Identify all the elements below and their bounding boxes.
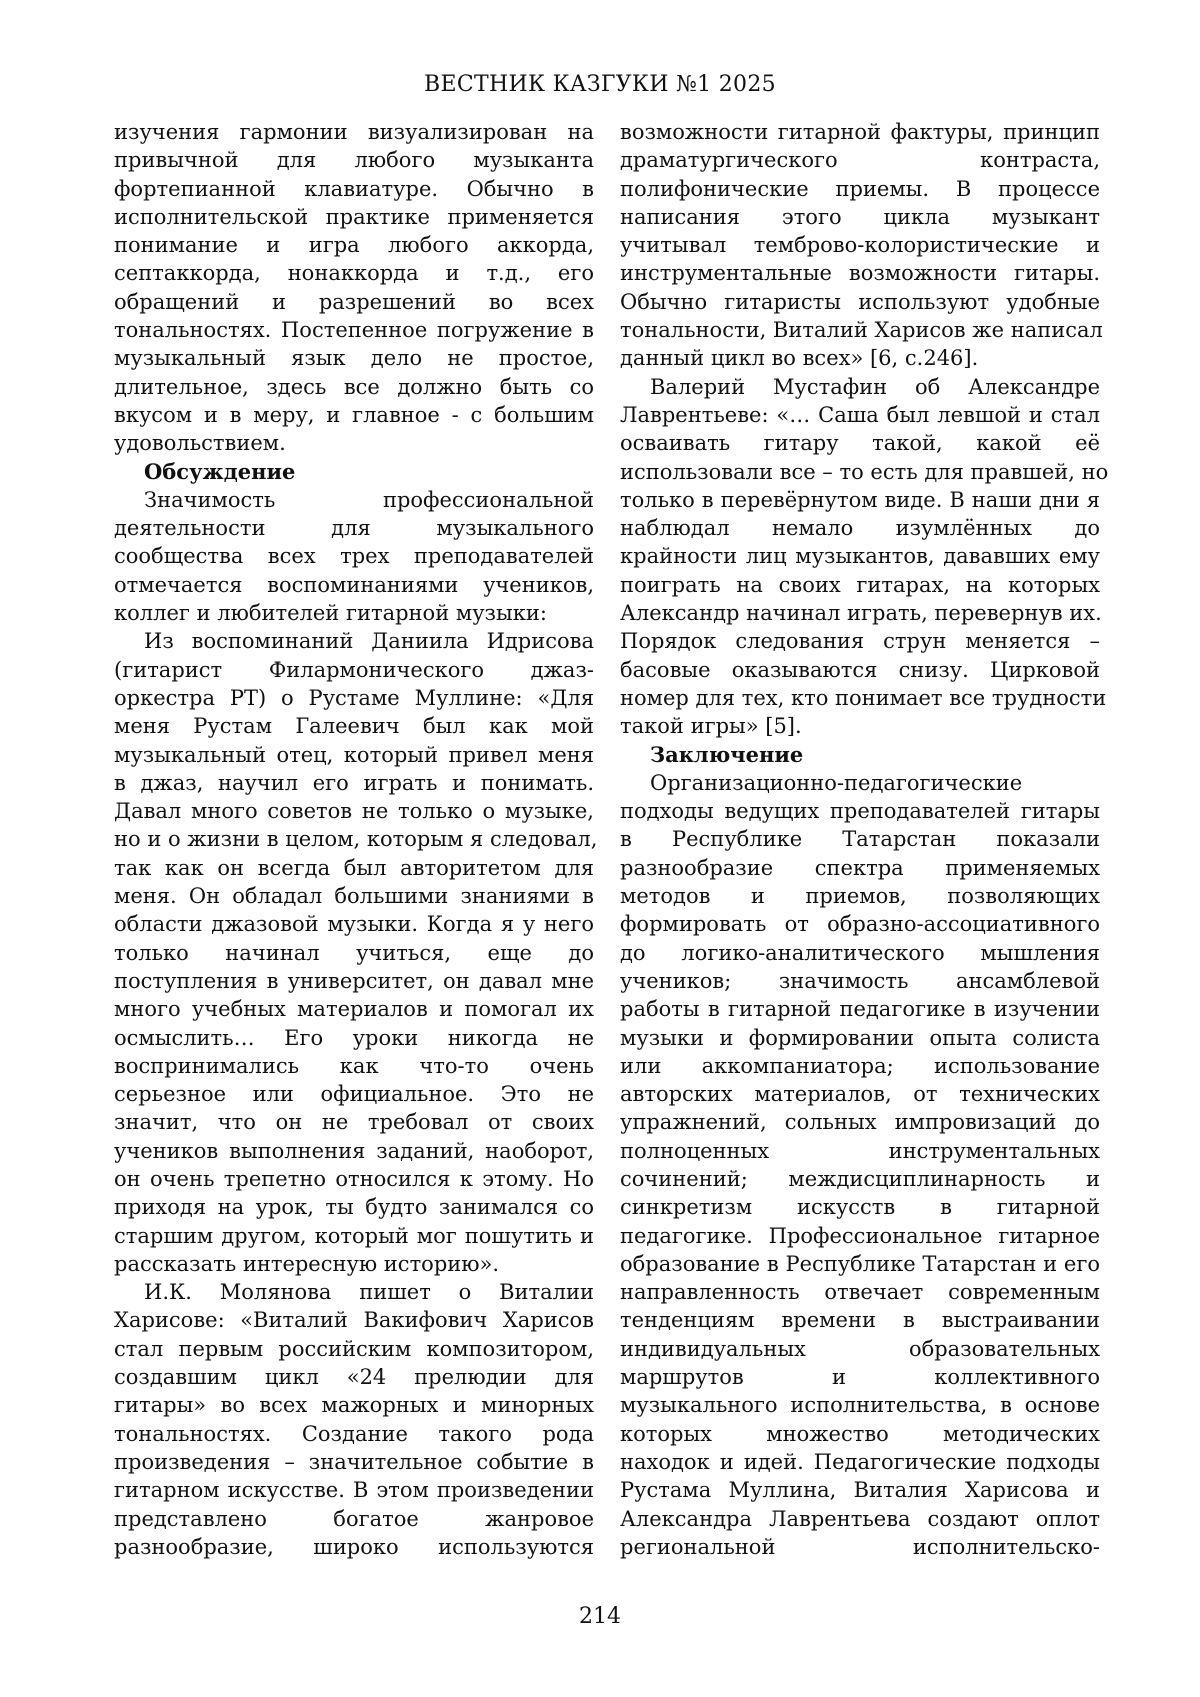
- text-line: тональностях. Постепенное погружение в: [114, 318, 594, 343]
- section-heading-discussion: Обсуждение: [144, 458, 296, 484]
- text-line: только в перевёрнутом виде. В наши дни я: [620, 487, 1100, 512]
- text-line: Рустама Муллина, Виталия Харисова и: [620, 1478, 1100, 1503]
- text-line: тенденциям времени в выстраивании: [620, 1308, 1100, 1333]
- text-line: музыки и формировании опыта солиста: [620, 1025, 1100, 1050]
- text-line: деятельности для музыкального: [114, 516, 594, 541]
- text-line: но и о жизни в целом, которым я следовал,: [114, 827, 598, 852]
- text-line: музыкального исполнительства, в основе: [620, 1393, 1100, 1418]
- text-line: подходы ведущих преподавателей гитары: [620, 799, 1100, 824]
- text-line: музыкальный отец, который привел меня: [114, 742, 594, 767]
- text-line: (гитарист Филармонического джаз-: [114, 657, 594, 682]
- text-line: Давал много советов не только о музыке,: [114, 799, 594, 824]
- text-line: находок и идей. Педагогические подходы: [620, 1449, 1100, 1474]
- text-line: методов и приемов, позволяющих: [620, 884, 1100, 909]
- text-line: вкусом и в меру, и главное - с большим: [114, 402, 594, 427]
- text-line: номер для тех, кто понимает все трудности: [620, 685, 1107, 710]
- text-line: синкретизм искусств в гитарной: [620, 1195, 1100, 1220]
- text-line: Организационно-педагогические: [650, 770, 1023, 795]
- section-heading-conclusion: Заключение: [650, 741, 804, 767]
- text-line: Александра Лаврентьева создают оплот: [620, 1506, 1100, 1531]
- text-line: много учебных материалов и помогал их: [114, 997, 594, 1022]
- text-line: он очень трепетно относился к этому. Но: [114, 1166, 594, 1191]
- text-line: упражнений, сольных импровизаций до: [620, 1110, 1100, 1135]
- text-line: данный цикл во всех» [6, с.246].: [620, 346, 979, 371]
- text-line: учитывал темброво-колористические и: [620, 233, 1100, 258]
- text-line: драматургического контраста,: [620, 148, 1100, 173]
- text-line: отмечается воспоминаниями учеников,: [114, 572, 594, 597]
- text-line: музыкальный язык дело не простое,: [114, 346, 594, 371]
- text-line: обращений и разрешений во всех: [114, 289, 594, 314]
- text-line: использовали все – то есть для правшей, но: [620, 459, 1109, 484]
- text-line: авторских материалов, от технических: [620, 1082, 1100, 1107]
- text-line: полноценных инструментальных: [620, 1138, 1100, 1163]
- text-line: инструментальные возможности гитары.: [620, 261, 1100, 286]
- text-line: которых множество методических: [620, 1421, 1100, 1446]
- text-line: меня Рустам Галеевич был как мой: [114, 714, 594, 739]
- page-number: 214: [579, 1604, 621, 1629]
- text-line: Порядок следования струн меняется –: [620, 629, 1100, 654]
- text-line: септаккорда, нонаккорда и т.д., его: [114, 261, 594, 286]
- text-line: в джаз, научил его играть и понимать.: [114, 770, 594, 795]
- text-line: такой игры» [5].: [620, 714, 802, 739]
- left-column: [114, 118, 598, 1561]
- text-line: Значимость профессиональной: [144, 487, 594, 512]
- text-line: длительное, здесь все должно быть со: [114, 374, 594, 399]
- text-line: Харисове: «Виталий Вакифович Харисов: [114, 1308, 594, 1333]
- text-line: формировать от образно-ассоциативного: [620, 912, 1100, 937]
- text-line: разнообразие, широко используются: [114, 1534, 594, 1559]
- text-line: написания этого цикла музыкант: [620, 204, 1100, 229]
- text-line: гитары» во всех мажорных и минорных: [114, 1393, 594, 1418]
- text-line: учеников выполнения заданий, наоборот,: [114, 1138, 594, 1163]
- text-line: возможности гитарной фактуры, принцип: [620, 120, 1100, 144]
- text-line: разнообразие спектра применяемых: [620, 855, 1100, 880]
- text-line: Валерий Мустафин об Александре: [650, 374, 1100, 399]
- text-line: гитарном искусстве. В этом произведении: [114, 1478, 594, 1503]
- text-line: индивидуальных образовательных: [620, 1336, 1100, 1361]
- text-line: поступления в университет, он давал мне: [114, 968, 594, 993]
- text-line: Обычно гитаристы используют удобные: [620, 289, 1100, 314]
- text-line: значит, что он не требовал от своих: [114, 1110, 594, 1135]
- text-line: приходя на урок, ты будто занимался со: [114, 1195, 594, 1220]
- text-line: так как он всегда был авторитетом для: [114, 855, 594, 880]
- text-line: региональной исполнительско-: [620, 1534, 1100, 1559]
- text-line: рассказать интересную историю».: [114, 1251, 500, 1276]
- text-line: басовые оказываются снизу. Цирковой: [620, 657, 1100, 682]
- text-line: наблюдал немало изумлённых до: [620, 516, 1100, 541]
- text-line: до логико-аналитического мышления: [620, 940, 1100, 965]
- text-line: Лаврентьеве: «… Саша был левшой и стал: [620, 402, 1100, 427]
- text-line: привычной для любого музыканта: [114, 148, 594, 173]
- journal-header: ВЕСТНИК КАЗГУКИ №1 2025: [424, 72, 776, 97]
- text-line: понимание и игра любого аккорда,: [114, 233, 594, 258]
- text-line: педагогике. Профессиональное гитарное: [620, 1223, 1100, 1248]
- text-line: в Республике Татарстан показали: [620, 827, 1100, 852]
- text-line: старшим другом, который мог пошутить и: [114, 1223, 594, 1248]
- text-line: сочинений; междисциплинарность и: [620, 1166, 1100, 1191]
- text-line: коллег и любителей гитарной музыки:: [114, 601, 547, 626]
- text-line: образование в Республике Татарстан и его: [620, 1251, 1100, 1276]
- text-line: изучения гармонии визуализирован на: [114, 120, 594, 144]
- text-line: осваивать гитару такой, какой её: [620, 431, 1100, 456]
- text-line: создавшим цикл «24 прелюдии для: [114, 1365, 594, 1390]
- text-line: стал первым российским композитором,: [114, 1336, 594, 1361]
- text-line: тональностях. Создание такого рода: [114, 1421, 594, 1446]
- text-line: меня. Он обладал большими знаниями в: [114, 884, 594, 909]
- right-column: [620, 118, 1109, 1561]
- text-line: Из воспоминаний Даниила Идрисова: [144, 629, 594, 654]
- text-line: направленность отвечает современным: [620, 1280, 1100, 1305]
- text-line: исполнительской практике применяется: [114, 204, 594, 229]
- text-line: крайности лиц музыкантов, дававших ему: [620, 544, 1100, 569]
- text-line: поиграть на своих гитарах, на которых: [620, 572, 1100, 597]
- text-line: Александр начинал играть, перевернув их.: [620, 601, 1102, 626]
- text-line: сообщества всех трех преподавателей: [114, 544, 594, 569]
- text-line: осмыслить… Его уроки никогда не: [114, 1025, 594, 1050]
- text-line: произведения – значительное событие в: [114, 1449, 594, 1474]
- text-line: серьезное или официальное. Это не: [114, 1082, 594, 1107]
- text-line: только начинал учиться, еще до: [114, 940, 594, 965]
- text-line: фортепианной клавиатуре. Обычно в: [114, 176, 594, 201]
- text-line: области джазовой музыки. Когда я у него: [114, 912, 594, 937]
- text-line: оркестра РТ) о Рустаме Муллине: «Для: [114, 685, 594, 710]
- text-line: удовольствием.: [114, 431, 286, 456]
- text-line: полифонические приемы. В процессе: [620, 176, 1100, 201]
- text-line: И.К. Молянова пишет о Виталии: [144, 1280, 594, 1305]
- text-line: или аккомпаниатора; использование: [620, 1053, 1100, 1078]
- text-line: маршрутов и коллективного: [620, 1365, 1100, 1390]
- text-line: тональности, Виталий Харисов же написал: [620, 318, 1103, 343]
- text-line: учеников; значимость ансамблевой: [620, 968, 1100, 993]
- text-line: представлено богатое жанровое: [114, 1506, 594, 1531]
- text-line: воспринимались как что-то очень: [114, 1053, 594, 1078]
- text-line: работы в гитарной педагогике в изучении: [620, 997, 1100, 1022]
